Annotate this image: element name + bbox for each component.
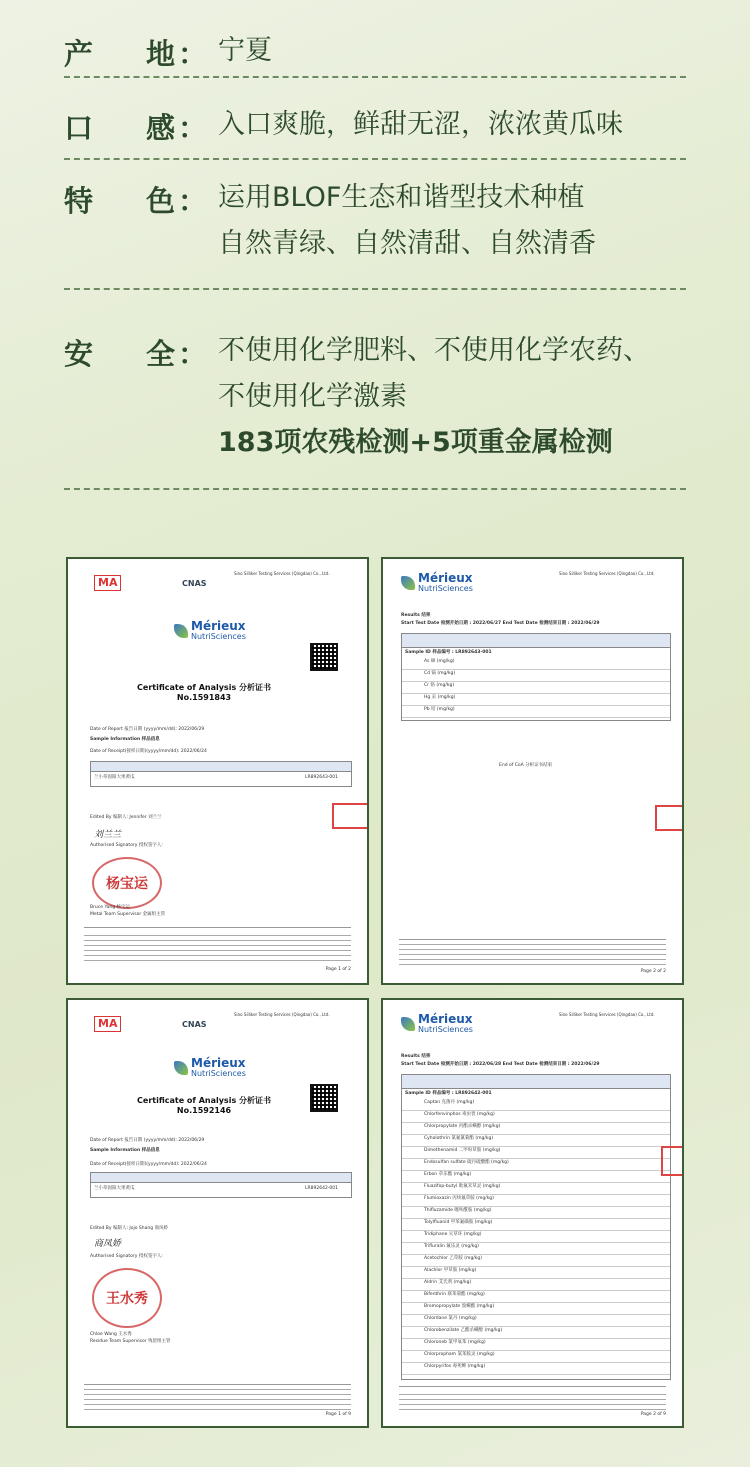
taste-value: 入口爽脆，鲜甜无涩，浓浓黄瓜味 (218, 109, 623, 140)
attribute-row-taste (64, 102, 686, 148)
table-sample-id: Sample ID 样品编号 : LR892642-001 (405, 1091, 492, 1096)
result-row (402, 670, 670, 682)
result-row (402, 1135, 670, 1147)
footer-text (399, 1390, 666, 1410)
label-colon: ： (178, 184, 209, 218)
cert-title-text: Certificate of Analysis 分析证书 (137, 683, 271, 692)
footer-text (84, 1388, 351, 1410)
test-dates: Start Test Date 检测开始日期 : 2022/06/28 End Test Date 检测结束日期 : 2022/06/29 (401, 1062, 600, 1067)
origin-value: 宁夏 (218, 35, 272, 66)
analyte-name: Chlorfenvinphos 毒虫畏 (mg/kg) (424, 1112, 495, 1117)
analyte-name: Chlordane 氯丹 (mg/kg) (424, 1316, 477, 1321)
analyte-name: Captan 克菌丹 (mg/kg) (424, 1100, 475, 1105)
page-number: Page 1 of 2 (325, 967, 351, 972)
label-char-2: 感 (146, 111, 177, 145)
signer-role: Metal Team Supervisor 金属组主管 (90, 912, 166, 917)
result-row (402, 1279, 670, 1291)
signature-1: 商凤娇 (94, 1239, 122, 1249)
certificate-page-1 (66, 557, 369, 985)
label-char-1: 特 (64, 184, 95, 218)
analyte-name: Cr 铬 (mg/kg) (424, 683, 455, 688)
feature-line-1: 运用BLOF生态和谐型技术种植 (218, 182, 585, 213)
leaf-icon (174, 624, 188, 638)
attribute-row-safety (64, 328, 686, 468)
results-table (401, 1074, 671, 1380)
cnas-mark: CNAS (182, 579, 207, 588)
analyte-name: Endosulfan sulfate 硫丹硫酸酯 (mg/kg) (424, 1160, 509, 1165)
result-row (402, 1303, 670, 1315)
lab-name: Sino Silliker Testing Services (Qingdao) Co., Ltd. (234, 1012, 330, 1017)
brand-name: Mérieux (418, 1012, 473, 1026)
cert-title (114, 683, 294, 703)
brand-sub: NutriSciences (418, 1025, 473, 1034)
label-colon: ： (178, 337, 209, 371)
lab-name: Sino Silliker Testing Services (Qingdao) Co., Ltd. (559, 571, 655, 576)
analyte-name: Acetochlor 乙草胺 (mg/kg) (424, 1256, 483, 1261)
analyte-name: Chloroneb 氯甲氧苯 (mg/kg) (424, 1340, 486, 1345)
result-row (402, 706, 670, 718)
results-table (401, 633, 671, 721)
sample-table (90, 761, 352, 787)
analyte-name: Chlorobenzilate 乙酯杀螨醇 (mg/kg) (424, 1328, 503, 1333)
footer-text (399, 943, 666, 965)
analyte-name: Hg 汞 (mg/kg) (424, 695, 456, 700)
result-row (402, 1219, 670, 1231)
result-row (402, 1159, 670, 1171)
cert-title (114, 1096, 294, 1116)
page-number: Page 2 of 9 (640, 1412, 666, 1417)
label-char-1: 安 (64, 337, 95, 371)
qr-code-icon (310, 1084, 338, 1112)
brand-name: Mérieux (418, 571, 473, 585)
analyte-name: Cyhalothrin 氯氟氰菊酯 (mg/kg) (424, 1136, 494, 1141)
merieux-logo (174, 621, 246, 641)
analyte-name: Bromopropylate 溴螨酯 (mg/kg) (424, 1304, 495, 1309)
merieux-logo (174, 1058, 246, 1078)
result-row (402, 1327, 670, 1339)
result-row (402, 1099, 670, 1111)
label-char-2: 地 (146, 37, 177, 71)
edited-by: Edited By 编制人: Jojo Shang 商凤娇 (90, 1226, 169, 1231)
result-row (402, 1195, 670, 1207)
label-colon: ： (178, 37, 209, 71)
result-row (402, 1207, 670, 1219)
result-row (402, 1147, 670, 1159)
lab-name: Sino Silliker Testing Services (Qingdao) Co., Ltd. (234, 571, 330, 576)
red-stamp (332, 803, 369, 829)
results-heading: Results 结果 (401, 1054, 431, 1059)
signature-1: 刘兰兰 (94, 830, 122, 840)
cma-mark: MA (94, 575, 121, 591)
attribute-row-feature (64, 175, 686, 267)
label-char-2: 全 (146, 337, 177, 371)
analyte-name: Bifenthrin 联苯菊酯 (mg/kg) (424, 1292, 485, 1297)
sample-id: LR892642-001 (305, 1186, 339, 1191)
safety-line-2: 不使用化学激素 (218, 381, 407, 412)
brand-sub: NutriSciences (418, 584, 473, 593)
results-heading: Results 结果 (401, 613, 431, 618)
result-row (402, 658, 670, 670)
sample-id: LR892643-001 (305, 775, 339, 780)
footer-line (84, 927, 351, 928)
cert-number: No.1592146 (176, 1106, 232, 1115)
result-row (402, 1267, 670, 1279)
report-date: Date of Report 报告日期 (yyyy/mm/dd): 2022/06/29 (90, 727, 205, 732)
certificate-page-3 (66, 998, 369, 1428)
divider (64, 288, 686, 290)
seal-stamp: 王水秀 (92, 1268, 162, 1328)
analyte-name: Alachlor 甲草胺 (mg/kg) (424, 1268, 477, 1273)
authorised-signatory: Authorised Signatory 授权签字人: (90, 843, 163, 848)
analyte-name: Flumioxazin 丙炔氟草胺 (mg/kg) (424, 1196, 494, 1201)
divider (64, 488, 686, 490)
signer-role: Residue Team Supervisor 残留组主管 (90, 1339, 171, 1344)
certificate-page-2 (381, 557, 684, 985)
leaf-icon (174, 1061, 188, 1075)
leaf-icon (401, 1017, 415, 1031)
red-stamp (655, 805, 684, 831)
label-char-1: 产 (64, 37, 95, 71)
analyte-name: Tolylfluanid 甲苯氟磺胺 (mg/kg) (424, 1220, 493, 1225)
result-row (402, 1291, 670, 1303)
report-date: Date of Report 报告日期 (yyyy/mm/dd): 2022/06/29 (90, 1138, 205, 1143)
result-row (402, 1315, 670, 1327)
analyte-name: Chlorpyrifos 毒死蜱 (mg/kg) (424, 1364, 486, 1369)
receipt-date: Date of Receipt(接样日期)(yyyy/mm/dd): 2022/06/24 (90, 1162, 207, 1167)
analyte-name: Chlorpropylate 丙酯杀螨醇 (mg/kg) (424, 1124, 501, 1129)
sample-info-heading: Sample Information 样品信息 (90, 737, 160, 742)
footer-line (84, 1384, 351, 1385)
receipt-date: Date of Receipt(接样日期)(yyyy/mm/dd): 2022/06/24 (90, 749, 207, 754)
label-colon: ： (178, 111, 209, 145)
label-char-1: 口 (64, 111, 95, 145)
attribute-row-origin (64, 28, 686, 74)
edited-by: Edited By 编制人: Jennifer 刘兰兰 (90, 815, 162, 820)
test-dates: Start Test Date 检测开始日期 : 2022/06/27 End Test Date 检测结束日期 : 2022/06/29 (401, 621, 600, 626)
red-stamp (661, 1146, 684, 1176)
cert-title-text: Certificate of Analysis 分析证书 (137, 1096, 271, 1105)
result-row (402, 1255, 670, 1267)
analyte-name: Thifluzamide 噻呋酰胺 (mg/kg) (424, 1208, 492, 1213)
result-row (402, 1123, 670, 1135)
signer-name: Chloe Wang 王水秀 (90, 1332, 132, 1337)
page-number: Page 1 of 9 (325, 1412, 351, 1417)
result-row (402, 1351, 670, 1363)
analyte-name: Chlorpropham 氯苯胺灵 (mg/kg) (424, 1352, 495, 1357)
analyte-name: Tridiphane 灭草环 (mg/kg) (424, 1232, 482, 1237)
certificate-page-4 (381, 998, 684, 1428)
cma-mark: MA (94, 1016, 121, 1032)
result-row (402, 1111, 670, 1123)
merieux-logo (401, 1014, 473, 1034)
brand-sub: NutriSciences (191, 632, 246, 641)
signer-name: Bruce Yang 杨宝运 (90, 905, 130, 910)
analyte-name: Fluazifop-butyl 吡氟禾草灵 (mg/kg) (424, 1184, 501, 1189)
brand-name: Mérieux (191, 619, 246, 633)
sample-name: 兰小草固阳大果黄瓜 (94, 775, 135, 780)
sample-name: 兰小草固阳大果黄瓜 (94, 1186, 135, 1191)
result-row (402, 682, 670, 694)
label-char-2: 色 (146, 184, 177, 218)
divider (64, 76, 686, 78)
result-row (402, 1243, 670, 1255)
page-number: Page 2 of 2 (640, 969, 666, 974)
brand-name: Mérieux (191, 1056, 246, 1070)
feature-line-2: 自然青绿、自然清甜、自然清香 (218, 228, 596, 259)
lab-name: Sino Silliker Testing Services (Qingdao) Co., Ltd. (559, 1012, 655, 1017)
sample-table (90, 1172, 352, 1198)
seal-stamp: 杨宝运 (92, 857, 162, 909)
sample-info-heading: Sample Information 样品信息 (90, 1148, 160, 1153)
analyte-name: Aldrin 艾氏剂 (mg/kg) (424, 1280, 472, 1285)
result-row (402, 1183, 670, 1195)
cert-number: No.1591843 (176, 693, 232, 702)
safety-line-1: 不使用化学肥料、不使用化学农药、 (218, 335, 650, 366)
footer-text (84, 931, 351, 961)
analyte-name: Dimethenamid 二甲吩草胺 (mg/kg) (424, 1148, 501, 1153)
end-of-coa: End of CoA 分析证书结束 (499, 763, 553, 768)
safety-test-summary: 183项农残检测+5项重金属检测 (218, 427, 613, 458)
result-row (402, 1171, 670, 1183)
qr-code-icon (310, 643, 338, 671)
analyte-name: Trifluralin 氟乐灵 (mg/kg) (424, 1244, 479, 1249)
analyte-name: As 砷 (mg/kg) (424, 659, 455, 664)
cnas-mark: CNAS (182, 1020, 207, 1029)
result-row (402, 1231, 670, 1243)
footer-line (399, 1386, 666, 1387)
table-sample-id: Sample ID 样品编号 : LR892643-001 (405, 650, 492, 655)
leaf-icon (401, 576, 415, 590)
result-row (402, 1339, 670, 1351)
divider (64, 158, 686, 160)
authorised-signatory: Authorised Signatory 授权签字人: (90, 1254, 163, 1259)
analyte-name: Pb 铅 (mg/kg) (424, 707, 455, 712)
result-row (402, 694, 670, 706)
footer-line (399, 939, 666, 940)
merieux-logo (401, 573, 473, 593)
analyte-name: Cd 镉 (mg/kg) (424, 671, 456, 676)
result-row (402, 1363, 670, 1375)
brand-sub: NutriSciences (191, 1069, 246, 1078)
analyte-name: Erbon 草乐酯 (mg/kg) (424, 1172, 472, 1177)
